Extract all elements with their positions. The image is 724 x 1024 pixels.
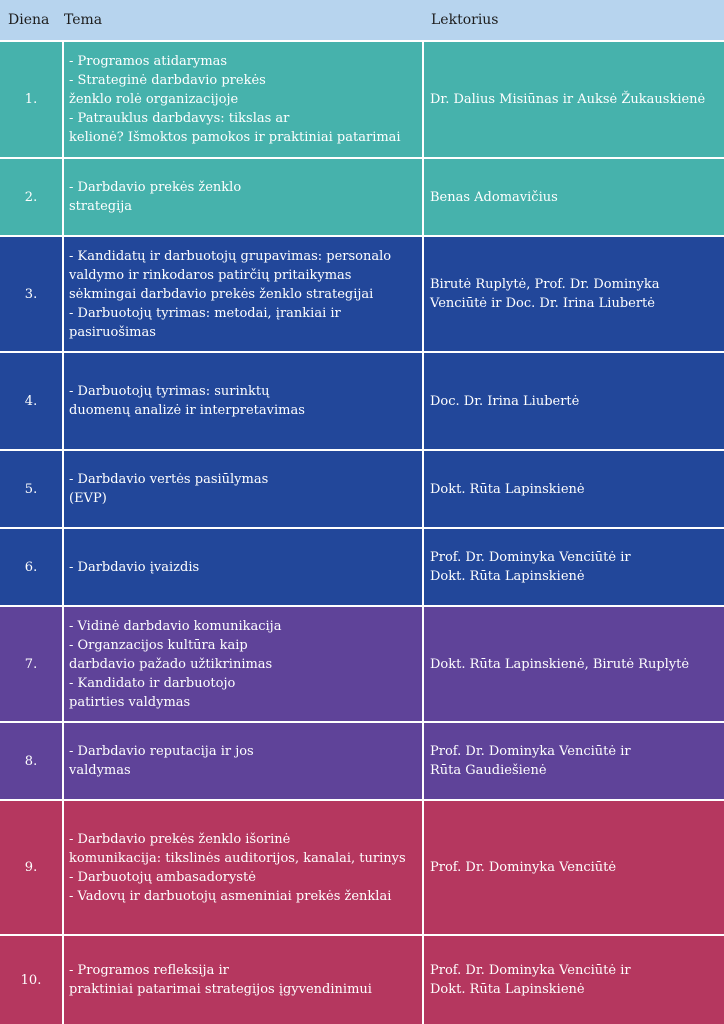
topic-cell [64,723,424,799]
table-row [0,449,724,527]
topic-lines [69,617,281,712]
lecturer-name: Prof. Dr. Dominyka Venciūtė ir [430,744,631,759]
topic-line: - Organzacijos kultūra kaip [69,637,248,653]
lecturer-name: Dokt. Rūta Lapinskienė [430,569,585,584]
lecturer-lines [430,392,579,411]
topic-line: duomenų analizė ir interpretavimas [69,403,305,418]
topic-line: - Programos atidarymas [69,54,228,69]
lecturer-name: Dokt. Rūta Lapinskienė [430,481,585,497]
topic-line: pasiruošimas [69,324,156,340]
day-number: 2. [0,159,64,235]
table-row [0,934,724,1024]
topic-line: - Vidinė darbdavio komunikacija [69,618,282,634]
topic-lines [69,961,372,999]
topic-lines [69,247,391,342]
lecturer-name: Dr. Dalius Misiūnas ir Auksė Žukauskienė [430,92,706,107]
lecturer-lines [430,90,705,109]
lecturer-name: Doc. Dr. Irina Liubertė [430,393,580,409]
topic-cell [64,42,424,157]
topic-line: - Darbuotojų ambasadorystė [69,869,256,885]
lecturer-cell [424,42,724,157]
topic-line: ženklo rolė organizacijoje [69,92,239,107]
lecturer-name: Rūta Gaudiešienė [430,763,547,778]
lecturer-name: Benas Adomavičius [430,189,558,205]
topic-line: komunikacija: tikslinės auditorijos, kanalai, turinys [69,850,406,866]
lecturer-name: Birutė Ruplytė, Prof. Dr. Dominyka [430,277,660,292]
topic-line: patirties valdymas [69,694,191,710]
topic-line: - Vadovų ir darbuotojų asmeniniai prekės ženklai [69,888,392,904]
lecturer-name: Dokt. Rūta Lapinskienė [430,982,585,997]
topic-line: kelionė? Išmoktos pamokos ir praktiniai patarimai [69,130,401,145]
topic-cell [64,529,424,605]
day-number: 9. [0,801,64,934]
lecturer-name: Prof. Dr. Dominyka Venciūtė ir [430,963,631,978]
topic-line: sėkmingai darbdavio prekės ženklo strategijai [69,286,374,302]
lecturer-cell [424,451,724,527]
lecturer-lines [430,275,659,313]
lecturer-lines [430,858,616,877]
lecturer-lines [430,742,631,780]
topic-line: - Darbdavio reputacija ir jos [69,744,254,759]
topic-line: - Darbdavio prekės ženklo [69,180,242,195]
topic-line: - Darbuotojų tyrimas: surinktų [69,384,270,399]
topic-lines [69,178,241,216]
lecturer-lines [430,655,689,674]
header-topic: Tema [64,12,103,28]
day-number: 3. [0,237,64,351]
topic-line: valdymas [69,763,131,778]
table-row [0,605,724,721]
lecturer-cell [424,353,724,449]
day-number: 5. [0,451,64,527]
lecturer-lines [430,480,585,499]
topic-cell [64,159,424,235]
lecturer-cell [424,801,724,934]
day-number: 10. [0,936,64,1024]
topic-line: darbdavio pažado užtikrinimas [69,656,273,672]
topic-cell [64,451,424,527]
day-number: 1. [0,42,64,157]
lecturer-lines [430,548,631,586]
table-row [0,799,724,934]
topic-line: - Darbdavio prekės ženklo išorinė [69,831,291,847]
topic-cell [64,353,424,449]
lecturer-cell [424,607,724,721]
topic-cell [64,237,424,351]
table-row [0,527,724,605]
table-row [0,721,724,799]
topic-line: - Patrauklus darbdavys: tikslas ar [69,111,290,126]
topic-line: strategija [69,199,133,214]
lecturer-cell [424,936,724,1024]
topic-line: - Strateginė darbdavio prekės [69,73,266,88]
lecturer-cell [424,159,724,235]
table-row [0,40,724,157]
table-row [0,157,724,235]
lecturer-name: Prof. Dr. Dominyka Venciūtė ir [430,550,631,565]
lecturer-cell [424,723,724,799]
lecturer-lines [430,188,558,207]
day-number: 6. [0,529,64,605]
lecturer-name: Venciūtė ir Doc. Dr. Irina Liubertė [430,296,655,311]
table-body [0,40,724,1024]
day-number: 7. [0,607,64,721]
topic-cell [64,936,424,1024]
topic-lines [69,830,406,906]
topic-line: - Kandidato ir darbuotojo [69,675,236,691]
topic-line: - Darbuotojų tyrimas: metodai, įrankiai ir [69,305,341,321]
lecturer-lines [430,961,631,999]
header-day: Diena [8,12,50,28]
topic-lines [69,382,305,420]
header-lecturer: Lektorius [431,12,499,28]
topic-line: praktiniai patarimai strategijos įgyvendinimui [69,982,372,997]
topic-line: (EVP) [69,491,107,506]
table-row [0,351,724,449]
topic-line: - Darbdavio vertės pasiūlymas [69,472,269,487]
day-number: 4. [0,353,64,449]
topic-line: - Programos refleksija ir [69,963,229,978]
topic-lines [69,742,254,780]
topic-lines [69,558,199,577]
table-row [0,235,724,351]
lecturer-name: Prof. Dr. Dominyka Venciūtė [430,860,617,875]
lecturer-cell [424,237,724,351]
topic-lines [69,470,268,508]
topic-lines [69,52,401,147]
table-header [0,0,724,40]
topic-line: valdymo ir rinkodaros patirčių pritaikymas [69,267,352,283]
topic-cell [64,607,424,721]
topic-line: - Kandidatų ir darbuotojų grupavimas: personalo [69,248,392,264]
lecturer-cell [424,529,724,605]
day-number: 8. [0,723,64,799]
topic-line: - Darbdavio įvaizdis [69,559,200,575]
lecturer-name: Dokt. Rūta Lapinskienė, Birutė Ruplytė [430,656,690,672]
topic-cell [64,801,424,934]
